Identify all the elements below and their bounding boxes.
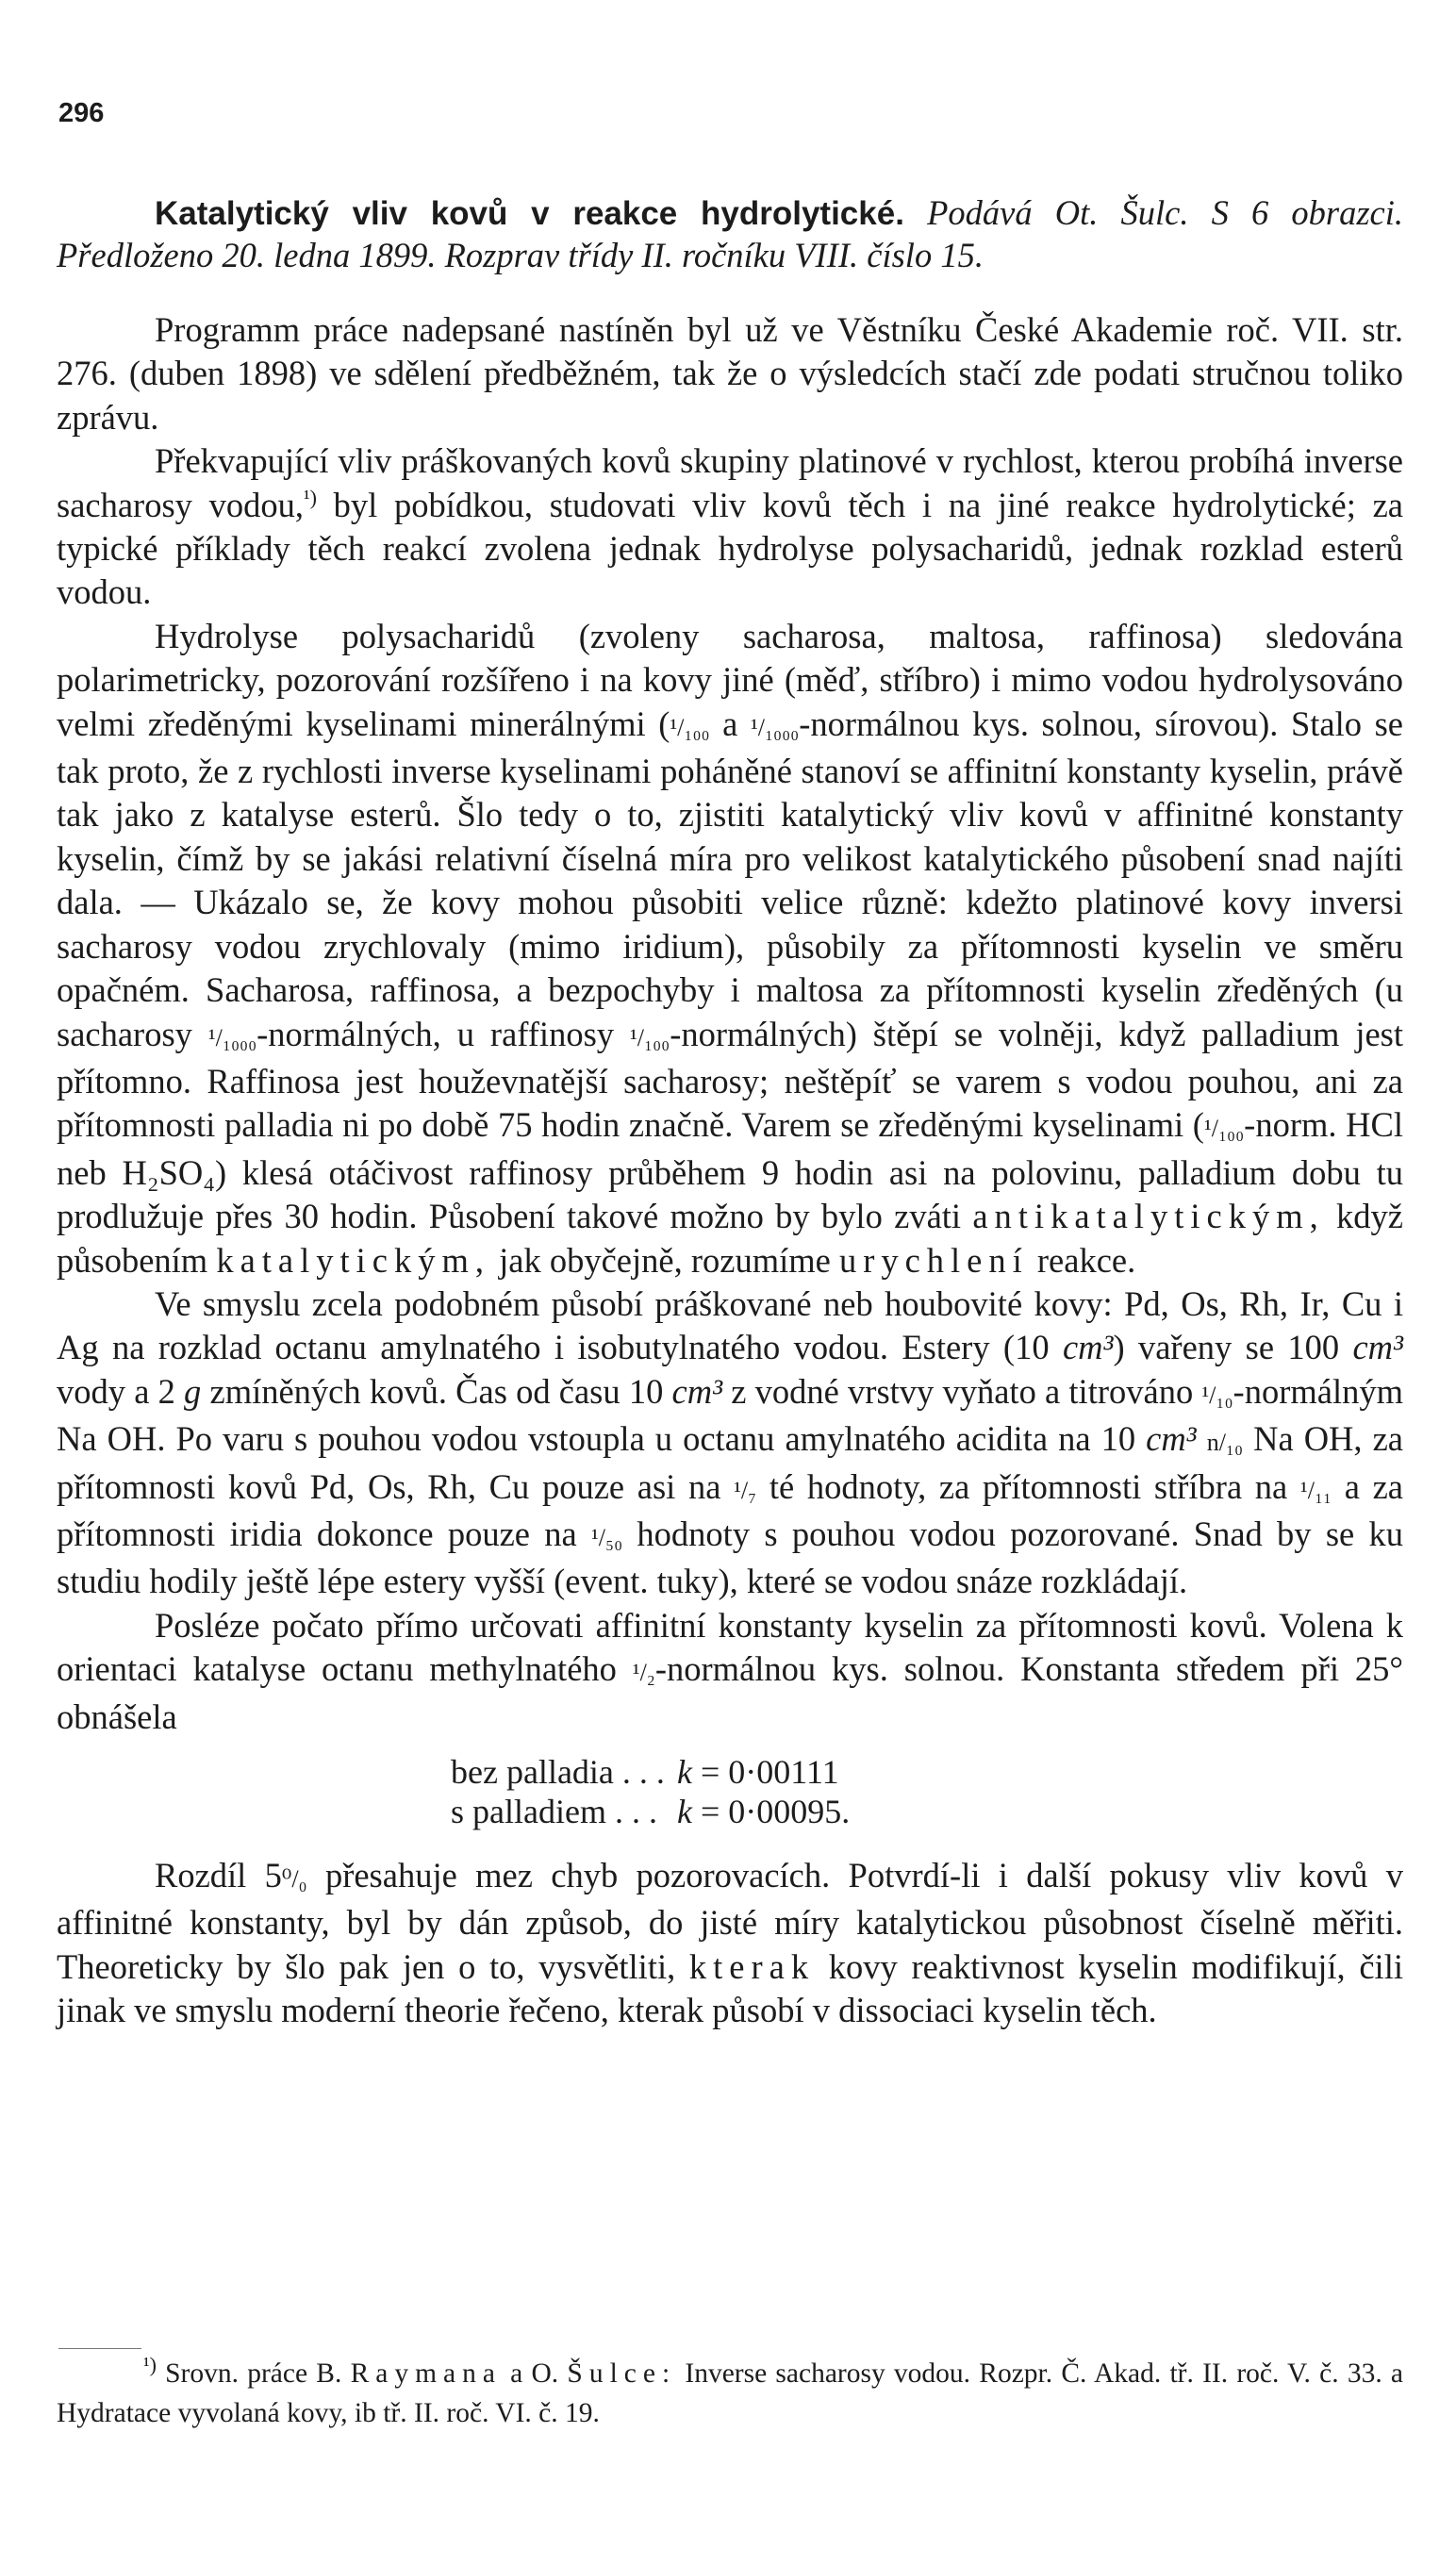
footnote: $^{^1)}$ Srovn. práce B. Raymana a O. Šulce: Inverse sacharosy vodou. Rozpr. Č. Akad. tř. II. roč. V. č. 33. a Hydratace vyvolaná kovy, ib tř. II. roč. VI. č. 19. xyxy=(57,2353,1404,2428)
spaced-term: Šulce: xyxy=(567,2358,677,2389)
page-number: 296 xyxy=(58,98,105,128)
paragraph-1: Programm práce nadepsané nastíněn byl už ve Věstníku České Akademie roč. VII. str. 276. (duben 1898) ve sdělení předběžném, tak že o výsledcích stačí zde podati stručnou toliko zprávu. xyxy=(57,310,1403,437)
paragraph-5: Posléze počato přímo určovati affinitní konstanty kyselin za přítomnosti kovů. Volena k orientaci katalyse octanu methylnatého ¹/₂-normálnou kys. solnou. Konstanta středem při 25° obnášela xyxy=(57,1605,1403,1736)
paragraph-2: Překvapující vliv práškovaných kovů skupiny platinové v rychlost, kterou probíhá inverse sacharosy vodou,$^{^1)}$ byl pobídkou, studovati vliv kovů těch i na jiné reakce hydrolytické; za typické příklady těch reakcí zvolena jednak hydrolyse polysacharidů, jednak rozklad esterů vodou. xyxy=(57,441,1403,612)
footnote-ref[interactable]: ¹) xyxy=(304,485,317,509)
spaced-term: urychlení xyxy=(838,1240,1029,1280)
formula-block xyxy=(57,1752,1403,1831)
article-body xyxy=(57,192,1403,2033)
formula-row-1: bez palladia . . . k = 0·00111 xyxy=(451,1753,839,1791)
article-header xyxy=(57,192,1403,276)
spaced-term: kterak xyxy=(688,1946,816,1986)
article-subtitle: Podává Ot. Šulc. S 6 obrazci. Předloženo 20. ledna 1899. Rozprav třídy II. ročníku VIII. číslo 15. xyxy=(57,193,1404,274)
paragraph-4: Ve smyslu zcela podobném působí práškované neb houbovité kovy: Pd, Os, Rh, Ir, Cu i Ag na rozklad octanu amylnatého i isobutylnatého vodou. Estery (10 cm³) vařeny se 100 cm³ vody a 2 g zmíněných kovů. Čas od času 10 cm³ z vodné vrstvy vyňato a titrováno ¹/₁₀-normálným Na OH. Po varu s pouhou vodou vstoupla u octanu amylnatého acidita na 10 cm³ n/₁₀ Na OH, za přítomnosti kovů Pd, Os, Rh, Cu pouze asi na ¹/₇ té hodnoty, za přítomnosti stříbra na ¹/₁₁ a za přítomnosti iridia dokonce pouze na ¹/₅₀ hodnoty s pouhou vodou pozorované. Snad by se ku studiu hodily ještě lépe estery vyšší (event. tuky), které se vodou snáze rozkládají. xyxy=(57,1283,1404,1601)
footnote-divider xyxy=(58,2348,141,2349)
article-title: Katalytický vliv kovů v reakce hydrolytické. xyxy=(155,195,904,232)
spaced-term: Raymana xyxy=(350,2358,502,2389)
paragraph-6: Rozdíl 5⁰/₀ přesahuje mez chyb pozorovacích. Potvrdí-li i další pokusy vliv kovů v affinitné konstanty, byl by dán způsob, do jisté míry katalytickou působnost číselně měřiti. Theoreticky by šlo pak jen o to, vysvětliti, kterak kovy reaktivnost kyselin modifikují, čili jinak ve smyslu moderní theorie řečeno, kterak působí v dissociaci kyselin těch. xyxy=(57,1856,1403,2030)
footnote-mark: ¹) xyxy=(143,2353,157,2377)
paragraph-3: Hydrolyse polysacharidů (zvoleny sacharosa, maltosa, raffinosa) sledována polarimetricky, pozorování rozšířeno i na kovy jiné (měď, stříbro) i mimo vodou hydrolysováno velmi zředěnými kyselinami minerálnými (¹/₁₀₀ a ¹/₁₀₀₀-normálnou kys. solnou, sírovou). Stalo se tak proto, že z rychlosti inverse kyselinami poháněné stanoví se affinitní konstanty kyselin, právě tak jako z katalyse esterů. Šlo tedy o to, zjistiti katalytický vliv kovů v affinitné konstanty kyselin, čímž by se jakási relativní číselná míra pro velikost katalytického působení snad najíti dala. — Ukázalo se, že kovy mohou působiti velice různě: kdežto platinové kovy inversi sacharosy vodou zrychlovaly (mimo iridium), působily za přítomnosti kyselin ve směru opačném. Sacharosa, raffinosa, a bezpochyby i maltosa za přítomnosti kyselin zředěných (u sacharosy ¹/₁₀₀₀-normálných, u raffinosy ¹/₁₀₀-normálných) štěpí se volněji, když palladium jest přítomno. Raffinosa jest houževnatější sacharosy; neštěpíť se varem s vodou pouhou, ani za přítomnosti palladia ni po době 75 hodin značně. Varem se zředěnými kyselinami (¹/₁₀₀-norm. HCl neb H₂SO₄) klesá otáčivost raffinosy průběhem 9 hodin asi na polovinu, palladium dobu tu prodlužuje přes 30 hodin. Působení takové možno by bylo zváti antikatalytickým, když působením katalytickým, jak obyčejně, rozumíme urychlení reakce. xyxy=(57,616,1404,1280)
spaced-term: katalytickým, xyxy=(216,1240,490,1280)
spaced-term: antikatalytickým, xyxy=(972,1197,1325,1236)
formula-row-2: s palladiem . . . k = 0·00095. xyxy=(451,1793,851,1830)
